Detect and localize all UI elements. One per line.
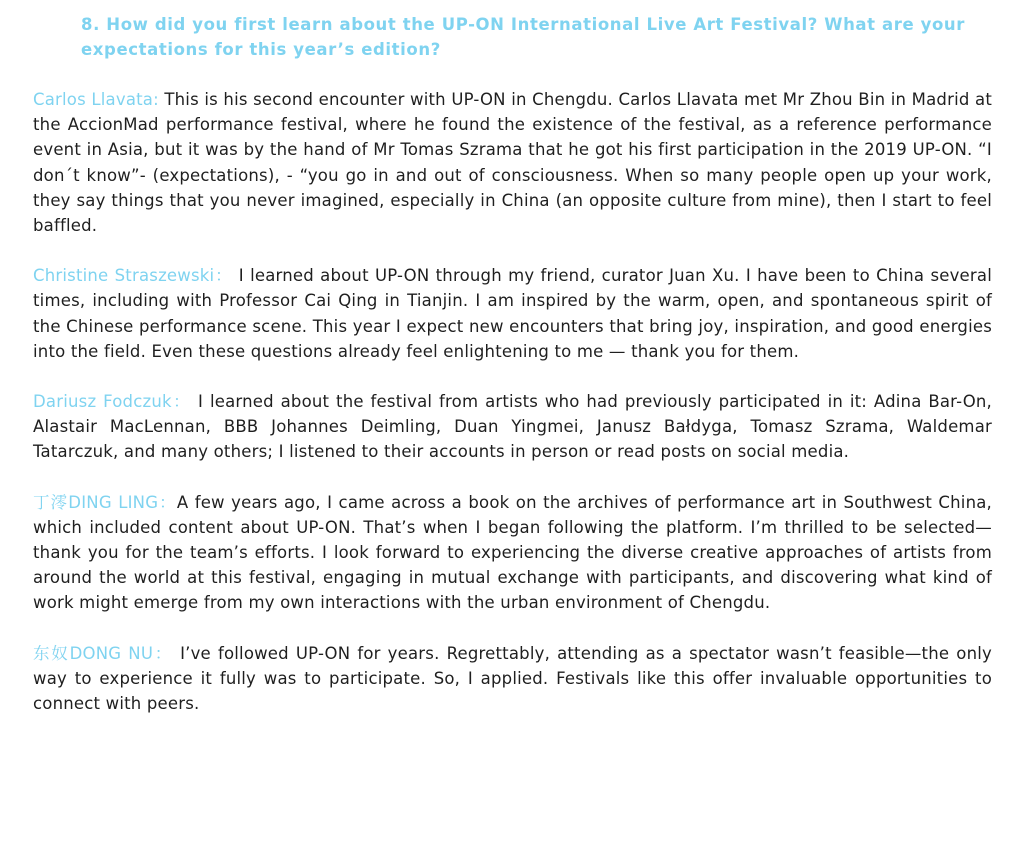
answer-paragraph-dong-nu <box>33 641 992 717</box>
answer-paragraph-carlos-llavata <box>33 87 992 238</box>
speaker-name: 丁澪DING LING： <box>33 492 177 512</box>
answer-text: I learned about the festival from artists who had previously participated in it: Adina Bar-On, Alastair MacLennan, BBB Johannes Deimling, Duan Yingmei, Janusz Bałdyga, Tomasz Szrama, Waldemar Tatarczuk, and many others; I listened to their accounts in person or read posts on social media. <box>33 392 992 462</box>
speaker-name: Carlos Llavata: <box>33 90 159 109</box>
answer-text: I’ve followed UP-ON for years. Regrettably, attending as a spectator wasn’t feasible—the only way to experience it fully was to participate. So, I applied. Festivals like this offer invaluable opportunities to connect with peers. <box>33 643 992 714</box>
answer-text: This is his second encounter with UP-ON in Chengdu. Carlos Llavata met Mr Zhou Bin in Madrid at the AccionMad performance festival, where he found the existence of the festival, as a reference performance event in Asia, but it was by the hand of Mr Tomas Szrama that he got his first participation in the 2019 UP-ON. “I don´t know”- (expectations), - “you go in and out of consciousness. When so many people open up your work, they say things that you never imagined, especially in China (an opposite culture from mine), then I start to feel baffled. <box>33 90 992 236</box>
speaker-name: 东奴DONG NU： <box>33 643 174 663</box>
answer-paragraph-ding-ling <box>33 490 992 616</box>
answer-text: A few years ago, I came across a book on the archives of performance art in Southwest China, which included content about UP-ON. That’s when I began following the platform. I’m thrilled to be selected—thank you for the team’s efforts. I look forward to experiencing the diverse creative approaches of artists from around the world at this festival, engaging in mutual exchange with participants, and discovering what kind of work might emerge from my own interactions with the urban environment of Chengdu. <box>33 492 992 613</box>
speaker-name: Dariusz Fodczuk： <box>33 392 192 412</box>
speaker-name: Christine Straszewski： <box>33 266 233 286</box>
answer-paragraph-christine-straszewski <box>33 263 992 364</box>
question-heading: 8. How did you first learn about the UP-ON International Live Art Festival? What are your expectations for this year’s edition? <box>81 15 965 59</box>
answer-text: I learned about UP-ON through my friend, curator Juan Xu. I have been to China several times, including with Professor Cai Qing in Tianjin. I am inspired by the warm, open, and spontaneous spirit of the Chinese performance scene. This year I expect new encounters that bring joy, inspiration, and good energies into the field. Even these questions already feel enlightening to me — thank you for them. <box>33 266 992 361</box>
document-page <box>33 12 992 741</box>
answer-paragraph-dariusz-fodczuk <box>33 389 992 465</box>
